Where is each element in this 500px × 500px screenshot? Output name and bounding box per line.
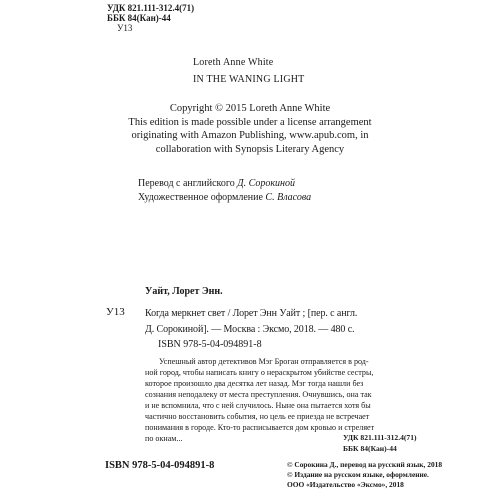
summary-line: по окнам... xyxy=(145,434,183,443)
summary-line: Успешный автор детективов Мэг Броган отправляется в род- xyxy=(159,357,369,366)
summary-line: ной город, чтобы написать книгу о нераскрытом убийстве сестры, xyxy=(145,368,374,377)
catalog-record-line: Д. Сорокиной]. — Москва : Эксмо, 2018. — 480 с. xyxy=(145,324,355,335)
summary-line: которое произошло два десятка лет назад. Мэг тогда нашли без xyxy=(145,379,364,388)
copyright-line: collaboration with Synopsis Literary Agency xyxy=(155,143,345,155)
isbn-bottom: ISBN 978-5-04-094891-8 xyxy=(105,460,215,471)
catalog-codes-repeat xyxy=(343,433,417,454)
catalog-record-body xyxy=(145,306,357,338)
design-credit xyxy=(138,191,311,205)
catalog-record-line: Когда меркнет свет / Лорет Энн Уайт ; [пер. с англ. xyxy=(145,308,358,319)
catalog-codes xyxy=(107,3,194,33)
bbk-code-repeat: ББК 84(Кан)-44 xyxy=(343,443,397,453)
copyright-line: originating with Amazon Publishing, www.apub.com, in xyxy=(131,130,369,141)
author-mark: У13 xyxy=(117,23,133,33)
udk-code: УДК 821.111-312.4(71) xyxy=(107,3,195,13)
translation-credit xyxy=(138,177,311,191)
copyright-line: This edition is made possible under a license arrangement xyxy=(128,116,372,128)
summary-line: и не вспомнила, что с ней случилось. Ныне она пытается хотя бы xyxy=(145,401,371,410)
original-edition xyxy=(193,54,304,88)
copyright-notices xyxy=(287,460,442,490)
summary-block xyxy=(145,356,403,444)
copyright-notice: ООО «Издательство «Эксмо», 2018 xyxy=(287,480,404,489)
catalog-record-author: Уайт, Лорет Энн. xyxy=(145,286,223,297)
catalog-record-mark: У13 xyxy=(106,306,125,318)
summary-line: частично восстановить события, но цель ее приезда не встречает xyxy=(145,412,370,421)
summary-line: понимания в городе. Кто-то расписывается дом кровью и стреляет xyxy=(145,423,375,432)
designer-name: С. Власова xyxy=(265,192,312,203)
summary-line: сознания неподалеку от места преступления. Очнувшись, она так xyxy=(145,390,372,399)
translation-label: Перевод с английского xyxy=(138,178,235,189)
original-author: Loreth Anne White xyxy=(193,57,274,68)
copyright-notice: © Издание на русском языке, оформление. xyxy=(287,470,429,479)
bbk-code: ББК 84(Кан)-44 xyxy=(107,13,171,23)
design-label: Художественное оформление xyxy=(138,192,263,203)
copyright-block xyxy=(0,102,500,156)
copyright-line: Copyright © 2015 Loreth Anne White xyxy=(169,103,331,114)
credits-block xyxy=(138,177,311,205)
copyright-notice: © Сорокина Д., перевод на русский язык, 2018 xyxy=(287,460,443,469)
udk-code-repeat: УДК 821.111-312.4(71) xyxy=(343,433,417,442)
original-title: IN THE WANING LIGHT xyxy=(193,74,305,85)
catalog-record-isbn: ISBN 978-5-04-094891-8 xyxy=(158,339,262,350)
translator-name: Д. Сорокиной xyxy=(237,178,295,189)
